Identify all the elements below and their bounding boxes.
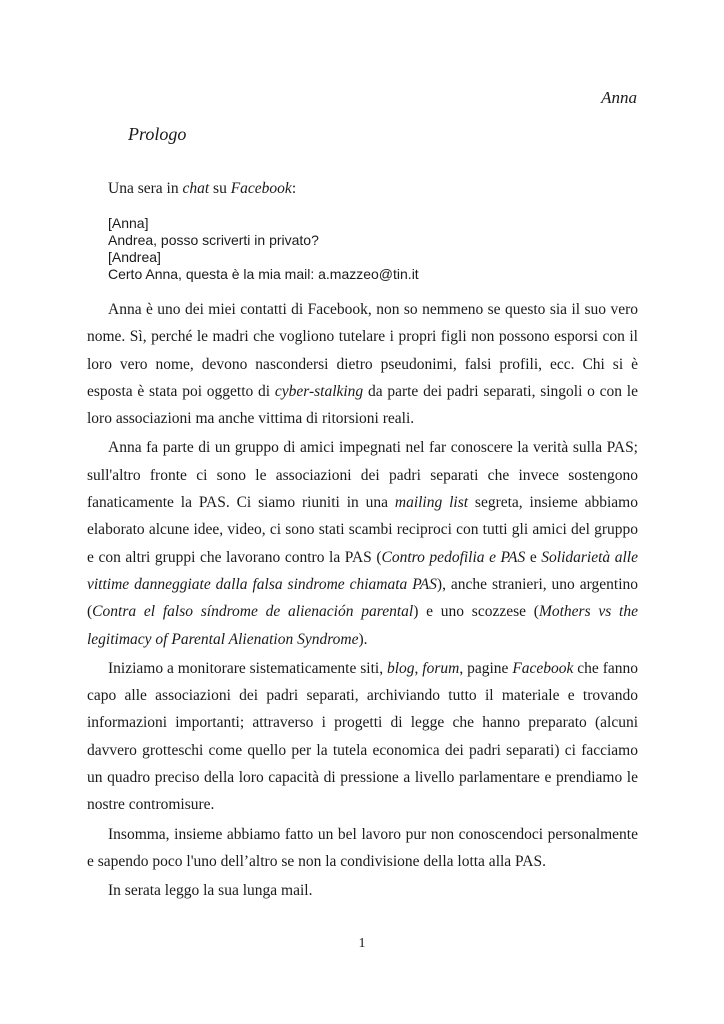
text-run: segreta, insieme abbiamo elaborato alcune idee, video, ci sono stati scambi reciproci con tutti gli amici del gruppo e con altri gruppi che lavorano contro la PAS ( (87, 494, 638, 566)
text-run: da parte dei padri separati, singoli o con le loro associazioni ma anche vittima di ritorsioni reali. (87, 382, 638, 428)
italic-term: cyber-stalking (274, 382, 364, 400)
page-number: 1 (358, 936, 366, 951)
intro-chat-word: chat (182, 180, 210, 197)
chat-line: Certo Anna, questa è la mia mail: a.mazzeo@tin.it (108, 266, 419, 282)
intro-colon: : (291, 180, 297, 197)
italic-term: Contra el falso síndrome de alienación parental (92, 603, 414, 621)
italic-term: Facebook (512, 659, 574, 677)
paragraph-1 (87, 296, 638, 432)
text-run: Anna fa parte di un gruppo di amici impegnati nel far conoscere la verità sulla PAS; sull'altro fronte ci sono le associazioni dei padri separati che invece sostengono fanaticamente la PAS. Ci siamo riuniti in una (87, 439, 638, 512)
italic-term: Mothers vs the legitimacy of Parental Alienation Syndrome (87, 603, 638, 648)
text-run: ), anche stranieri, uno argentino ( (87, 575, 638, 621)
italic-term: mailing list (394, 494, 469, 512)
chat-line: [Anna] (108, 215, 149, 231)
text-run: Anna è uno dei miei contatti di Facebook, non so nemmeno se questo sia il suo vero nome. Sì, perché le madri che vogliono tutelare i propri figli non possono esporsi con il loro vero nome, devono nascondersi dietro pseudonimi, falsi profili, ecc. Chi si è esposta è stata poi oggetto di (87, 301, 638, 400)
italic-term: Contro pedofilia e PAS (381, 548, 526, 566)
italic-term: blog (386, 659, 415, 677)
text-run: ) e uno scozzese ( (413, 603, 539, 621)
intro-facebook-word: Facebook (230, 180, 292, 197)
chat-line: Andrea, posso scriverti in privato? (108, 232, 319, 248)
text-run: che fanno capo alle associazioni dei padri separati, archiviando tutto il materiale e trovando informazioni importanti; attraverso i progetti di legge che hanno preparato (alcuni davvero grotteschi come quello per la tutela economica dei padri separati) ci facciamo un quadro preciso della loro capacità di pressione a livello parlamentare e prendiamo le nostre contromisure. (87, 659, 638, 814)
italic-term: forum (422, 659, 460, 677)
text-run: ). (358, 630, 368, 648)
paragraph-3 (87, 655, 638, 819)
section-title: Prologo (128, 124, 187, 144)
italic-term: Solidarietà alle vittime danneggiate dalla falsa sindrome chiamata PAS (87, 548, 638, 593)
text-run: e (525, 548, 542, 566)
intro-line (108, 180, 296, 198)
paragraph-5: In serata leggo la sua lunga mail. (108, 882, 313, 900)
paragraph-2 (87, 434, 638, 652)
paragraph-4: Insomma, insieme abbiamo fatto un bel lavoro pur non conoscendoci personalmente e sapendo poco l'uno dell’altro se non la condivisione della lotta alla PAS. (87, 825, 638, 870)
text-run: Iniziamo a monitorare sistematicamente siti, (108, 659, 387, 677)
body-text (87, 296, 638, 907)
text-run: , (414, 659, 423, 677)
author-header: Anna (601, 88, 637, 107)
chat-line: [Andrea] (108, 249, 161, 265)
intro-text-su: su (209, 180, 231, 197)
text-run: , pagine (459, 659, 513, 677)
intro-text: Una sera in (108, 180, 183, 197)
chat-log (108, 215, 419, 283)
